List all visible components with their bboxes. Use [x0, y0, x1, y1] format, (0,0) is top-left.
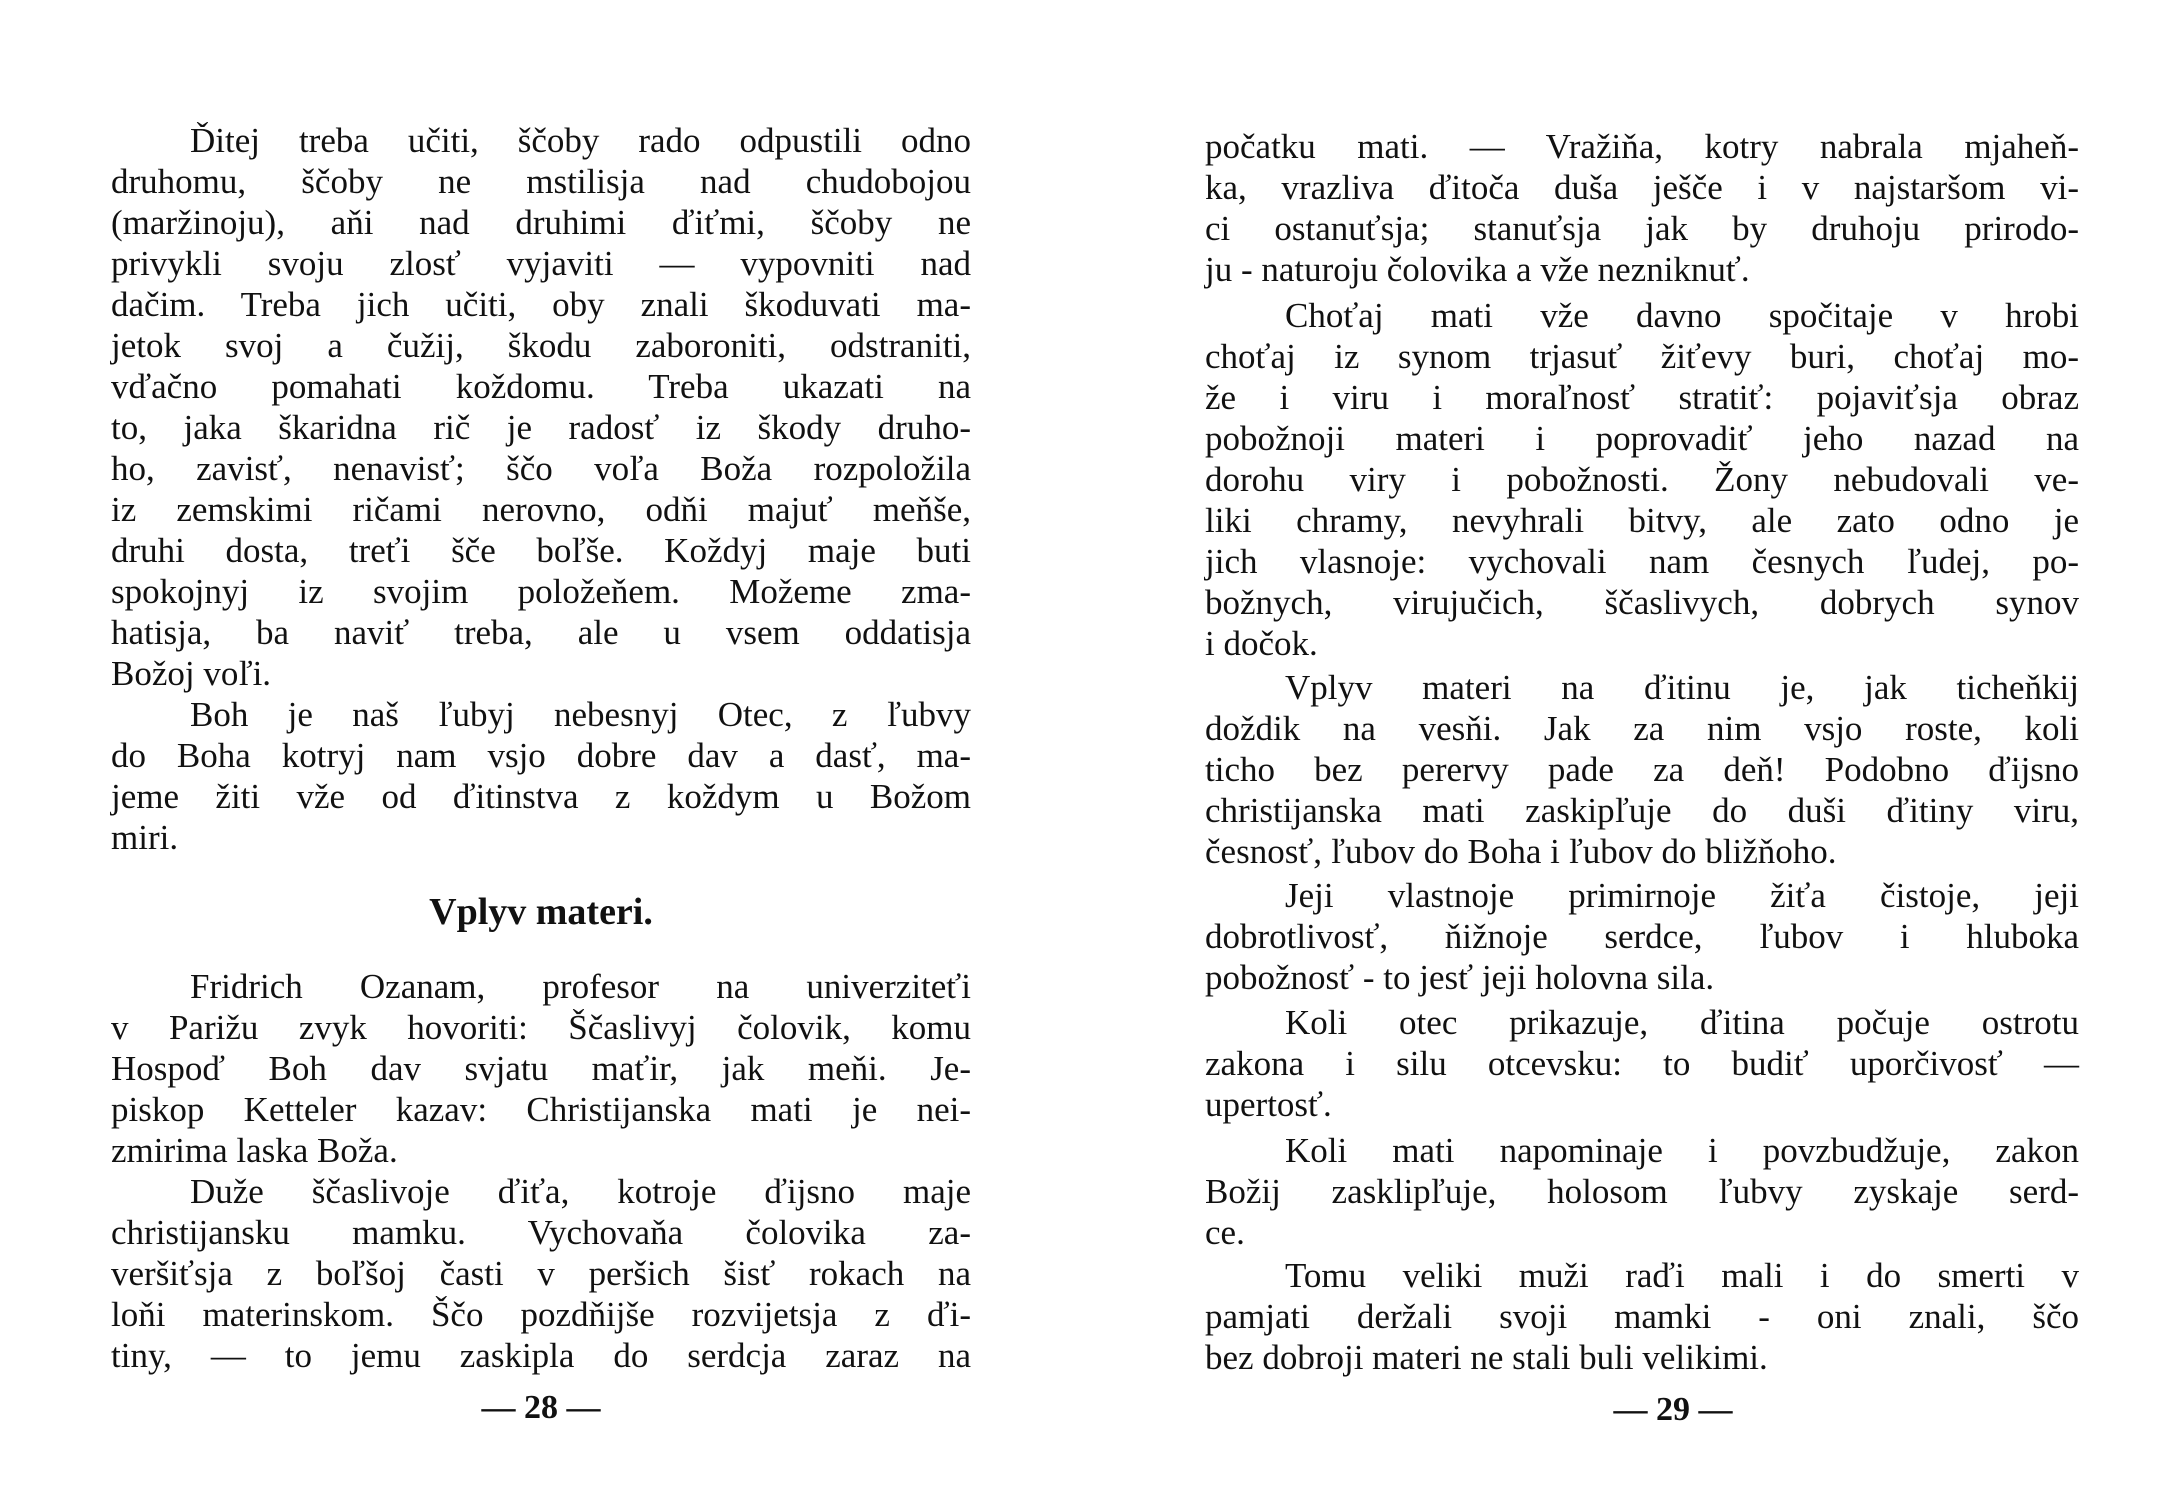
text-line: vďačno pomahati koždomu. Treba ukazati na [111, 367, 971, 406]
text-line: (maržinoju), aňi nad druhimi ďiťmi, ščoby ne [111, 203, 971, 242]
text-line: Koli otec prikazuje, ďitina počuje ostrotu [1285, 1003, 2079, 1042]
text-line: Vplyv materi na ďitinu je, jak ticheňkij [1285, 668, 2079, 707]
text-line: ju - naturoju čolovika a vže nezniknuť. [1205, 250, 1750, 289]
text-line: do Boha kotryj nam vsjo dobre dav a dasť, ma- [111, 736, 971, 775]
text-line: Choťaj mati vže davno spočitaje v hrobi [1285, 296, 2079, 335]
text-line: pobožnosť - to jesť jeji holovna sila. [1205, 958, 1715, 997]
text-line: christijansku mamku. Vychovaňa čolovika za- [111, 1213, 971, 1252]
text-line: Fridrich Ozanam, profesor na univerziteťi [190, 967, 971, 1006]
text-line: miri. [111, 818, 179, 857]
text-line: doždik na vesňi. Jak za nim vsjo roste, koli [1205, 709, 2079, 748]
text-line: dačim. Treba jich učiti, oby znali škoduvati ma- [111, 285, 971, 324]
text-line: pamjati deržali svoji mamki - oni znali, ščo [1205, 1297, 2079, 1336]
text-line: jeme žiti vže od ďitinstva z koždym u Božom [111, 777, 971, 816]
text-line: Koli mati napominaje i povzbudžuje, zakon [1285, 1131, 2079, 1170]
text-line: ticho bez perervy pade za deň! Podobno ďijsno [1205, 750, 2079, 789]
text-line: ci ostanuťsja; stanuťsja jak by druhoju prirodo- [1205, 209, 2079, 248]
text-line: česnosť, ľubov do Boha i ľubov do bližňoho. [1205, 832, 1837, 871]
text-line: Duže ščaslivoje ďiťa, kotroje ďijsno maje [190, 1172, 971, 1211]
text-line: Jeji vlastnoje primirnoje žiťa čistoje, jeji [1285, 876, 2079, 915]
text-line: druhi dosta, treťi šče boľše. Koždyj maje buti [111, 531, 971, 570]
page-number: — 29 — [1613, 1391, 1733, 1428]
text-line: Božoj voľi. [111, 654, 272, 693]
text-line: christijanska mati zaskipľuje do duši ďitiny viru, [1205, 791, 2079, 830]
text-line: iz zemskimi ričami nerovno, odňi majuť meňše, [111, 490, 971, 529]
text-line: zakona i silu otcevsku: to budiť uporčivosť — [1205, 1044, 2079, 1083]
text-line: tiny, — to jemu zaskipla do serdcja zaraz na [111, 1336, 971, 1375]
text-line: Boh je naš ľubyj nebesnyj Otec, z ľubvy [190, 695, 971, 734]
text-line: Hospoď Boh dav svjatu maťir, jak meňi. Je- [111, 1049, 971, 1088]
text-line: jetok svoj a čužij, škodu zaboroniti, odstraniti, [111, 326, 971, 365]
text-line: dorohu viry i pobožnosti. Žony nebudovali ve- [1205, 460, 2079, 499]
text-line: spokojnyj iz svojim položeňem. Možeme zma- [111, 572, 971, 611]
text-line: jich vlasnoje: vychovali nam česnych ľudej, po- [1205, 542, 2079, 581]
text-line: ce. [1205, 1213, 1245, 1252]
text-line: to, jaka škaridna rič je radosť iz škody druho- [111, 408, 971, 447]
text-line: loňi materinskom. Ščo pozdňijše rozvijetsja z ďi- [111, 1295, 971, 1334]
page-number: — 28 — [481, 1389, 601, 1426]
text-line: ho, zavisť, nenavisť; ščo voľa Boža rozpoložila [111, 449, 971, 488]
text-line: upertosť. [1205, 1085, 1332, 1124]
text-line: ka, vrazliva ďitoča duša ješče i v najstaršom vi- [1205, 168, 2079, 207]
text-line: Tomu veliki muži raďi mali i do smerti v [1285, 1256, 2079, 1295]
text-line: Božij zasklipľuje, holosom ľubvy zyskaje serd- [1205, 1172, 2079, 1211]
text-line: veršiťsja z boľšoj časti v peršich šisť rokach na [111, 1254, 971, 1293]
right-page [1080, 0, 2160, 1500]
text-line: počatku mati. — Vražiňa, kotry nabrala mjaheň- [1205, 127, 2079, 166]
text-line: pobožnoji materi i poprovadiť jeho nazad na [1205, 419, 2079, 458]
text-line: choťaj iz synom trjasuť žiťevy buri, choťaj mo- [1205, 337, 2079, 376]
text-line: hatisja, ba naviť treba, ale u vsem oddatisja [111, 613, 971, 652]
text-line: i dočok. [1205, 624, 1318, 663]
section-heading: Vplyv materi. [429, 891, 653, 933]
text-line: piskop Ketteler kazav: Christijanska mati je nei- [111, 1090, 971, 1129]
text-line: v Parižu zvyk hovoriti: Ščaslivyj čolovik, komu [111, 1008, 971, 1047]
text-line: že i viru i moraľnosť stratiť: pojaviťsja obraz [1205, 378, 2079, 417]
text-line: Ďitej treba učiti, ščoby rado odpustili odno [190, 121, 971, 160]
text-line: zmirima laska Boža. [111, 1131, 398, 1170]
text-line: druhomu, ščoby ne mstilisja nad chudobojou [111, 162, 971, 201]
text-line: privykli svoju zlosť vyjaviti — vypovniti nad [111, 244, 971, 283]
text-line: božnych, virujučich, ščaslivych, dobrych synov [1205, 583, 2079, 622]
text-line: dobrotlivosť, ňižnoje serdce, ľubov i hluboka [1205, 917, 2079, 956]
text-line: bez dobroji materi ne stali buli velikimi. [1205, 1338, 1768, 1377]
text-line: liki chramy, nevyhrali bitvy, ale zato odno je [1205, 501, 2079, 540]
